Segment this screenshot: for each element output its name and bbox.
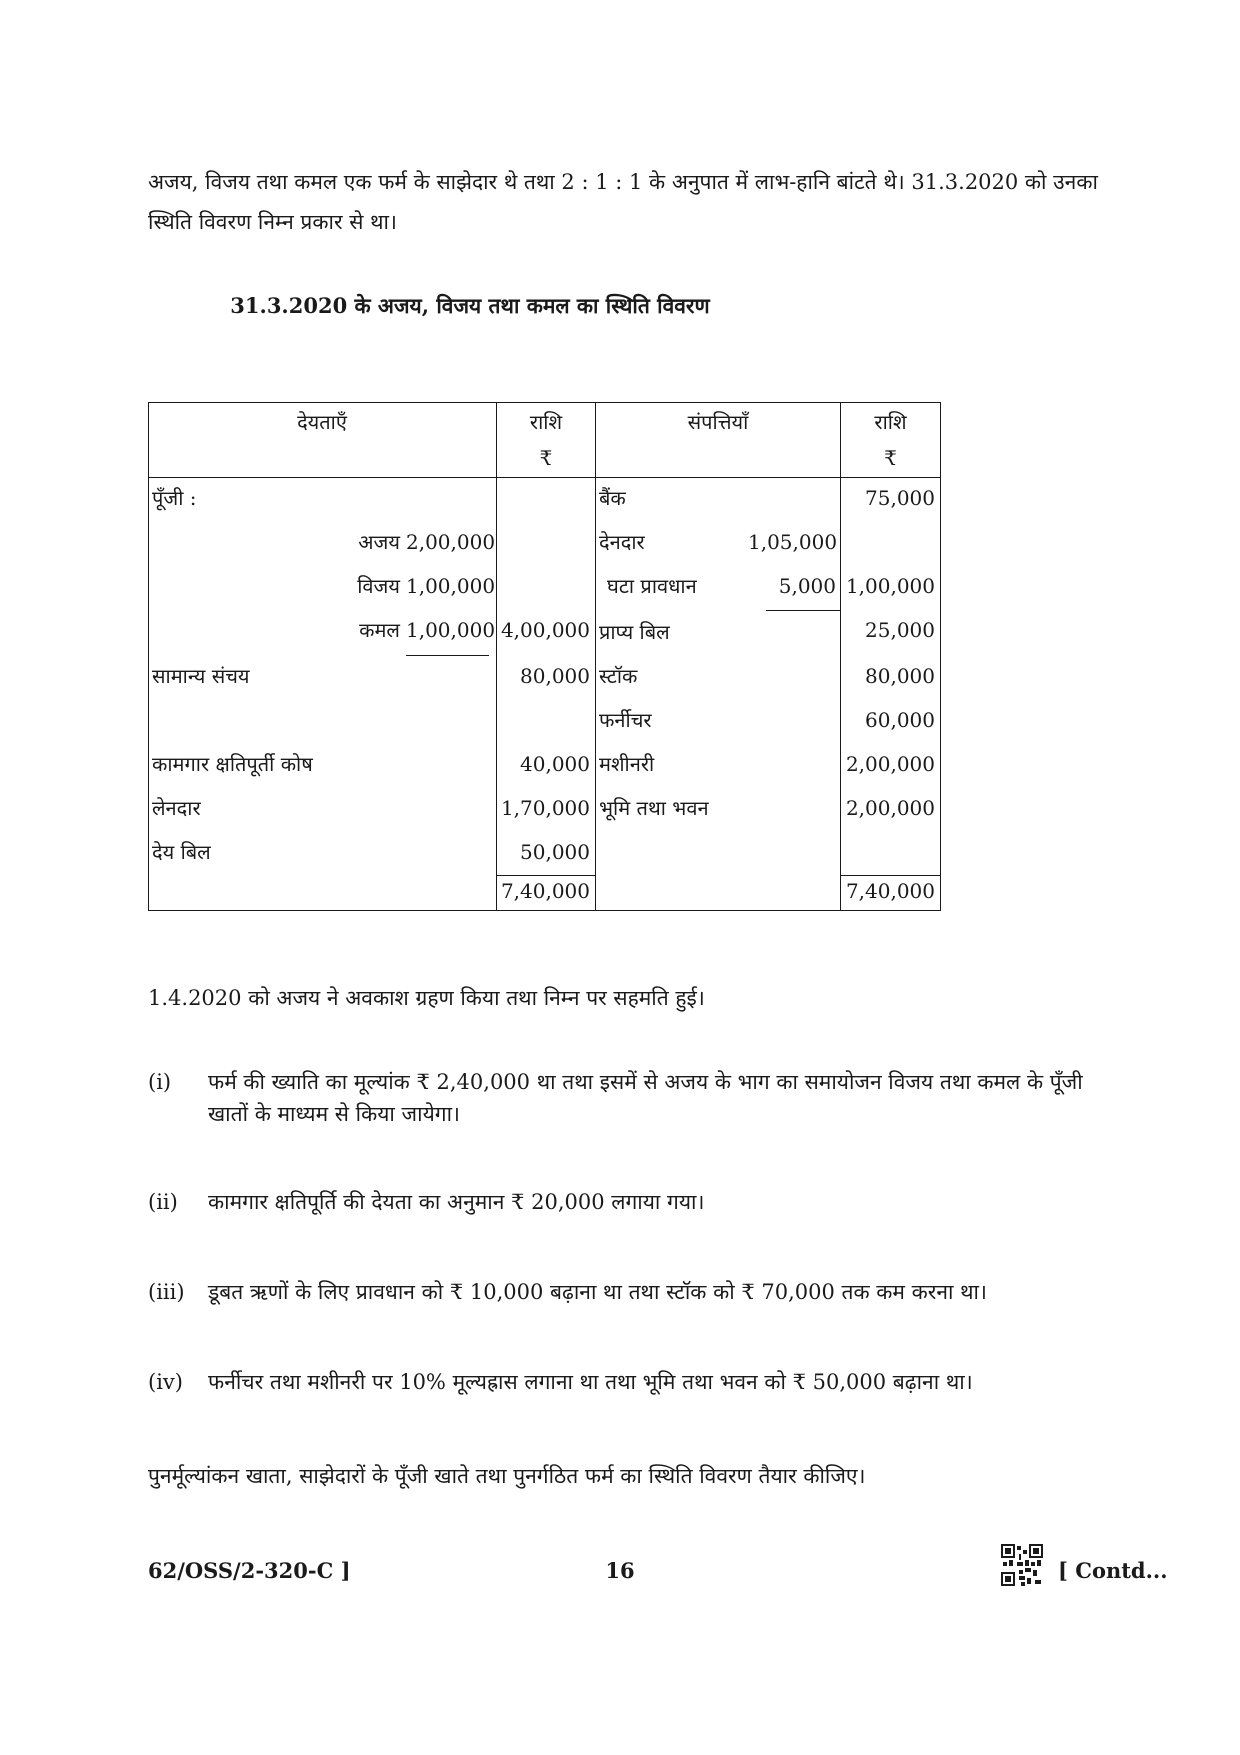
- ajay-capital: 2,00,000: [406, 530, 496, 554]
- instruction: पुनर्मूल्यांकन खाता, साझेदारों के पूँजी खाते तथा पुनर्गठित फर्म का स्थिति विवरण तैयार कीजिए।: [148, 1464, 866, 1488]
- paper-code: 62/OSS/2-320-C ]: [148, 1558, 351, 1583]
- bills-receivable-amount: 25,000: [865, 618, 935, 642]
- creditors-amount: 1,70,000: [500, 796, 590, 820]
- kamal-label: कमल: [359, 618, 400, 642]
- list-item: [148, 1186, 1108, 1222]
- creditors-label: लेनदार: [152, 796, 201, 820]
- kamal-capital: 1,00,000: [406, 618, 496, 642]
- bills-payable-label: देय बिल: [152, 840, 211, 864]
- item-number: (ii): [148, 1190, 178, 1214]
- retirement-line: 1.4.2020 को अजय ने अवकाश ग्रहण किया तथा निम्न पर सहमति हुई।: [148, 986, 705, 1010]
- list-item: [148, 1366, 1108, 1402]
- header-rupee-right: ₹: [884, 446, 897, 470]
- vijay-capital: 1,00,000: [406, 574, 496, 598]
- provision-label: घटा प्रावधान: [607, 574, 697, 598]
- list-item: [148, 1276, 1108, 1312]
- debtors-label: देनदार: [599, 530, 645, 554]
- stock-label: स्टॉक: [599, 664, 638, 688]
- furniture-amount: 60,000: [865, 708, 935, 732]
- header-amount-left: राशि: [529, 410, 563, 434]
- header-amount-right: राशि: [874, 410, 907, 434]
- general-reserve-amount: 80,000: [520, 664, 590, 688]
- liabilities-total: 7,40,000: [500, 879, 590, 903]
- item-text: डूबत ऋणों के लिए प्रावधान को ₹ 10,000 बढ़ाना था तथा स्टॉक को ₹ 70,000 तक कम करना था।: [208, 1280, 987, 1304]
- land-building-amount: 2,00,000: [845, 796, 935, 820]
- debtors-gross: 1,05,000: [748, 530, 838, 554]
- item-number: (iv): [148, 1370, 183, 1394]
- capital-label: पूँजी :: [152, 486, 197, 510]
- capital-total: 4,00,000: [500, 618, 590, 642]
- intro-paragraph: अजय, विजय तथा कमल एक फर्म के साझेदार थे तथा 2 : 1 : 1 के अनुपात में लाभ-हानि बांटते थे। 31.3.2020 को उनका स्थिति विवरण निम्न प्रकार से था।: [148, 170, 1098, 234]
- bank-label: बैंक: [599, 486, 626, 510]
- machinery-amount: 2,00,000: [845, 752, 935, 776]
- item-text: कामगार क्षतिपूर्ति की देयता का अनुमान ₹ 20,000 लगाया गया।: [208, 1190, 705, 1214]
- general-reserve-label: सामान्य संचय: [152, 664, 250, 688]
- page-number: 16: [605, 1558, 635, 1583]
- furniture-label: फर्नीचर: [599, 708, 652, 732]
- item-text: फर्नीचर तथा मशीनरी पर 10% मूल्यह्रास लगाना था तथा भूमि तथा भवन को ₹ 50,000 बढ़ाना था।: [208, 1370, 973, 1394]
- list-item: [148, 1066, 1108, 1136]
- item-text: फर्म की ख्याति का मूल्यांक ₹ 2,40,000 था तथा इसमें से अजय के भाग का समायोजन विजय तथा कमल के पूँजी खातों के माध्यम से किया जायेगा।: [208, 1070, 1083, 1126]
- wcf-amount: 40,000: [520, 752, 590, 776]
- balance-sheet-table: [148, 402, 941, 911]
- wcf-label: कामगार क्षतिपूर्ती कोष: [152, 752, 313, 776]
- land-building-label: भूमि तथा भवन: [599, 796, 709, 820]
- qr-code-icon: [1001, 1544, 1043, 1586]
- item-number: (iii): [148, 1280, 185, 1304]
- machinery-label: मशीनरी: [599, 752, 655, 776]
- bills-payable-amount: 50,000: [520, 840, 590, 864]
- stock-amount: 80,000: [865, 664, 935, 688]
- bank-amount: 75,000: [865, 486, 935, 510]
- assets-total: 7,40,000: [845, 879, 935, 903]
- balance-sheet-title: 31.3.2020 के अजय, विजय तथा कमल का स्थिति विवरण: [230, 293, 710, 318]
- bills-receivable-label: प्राप्य बिल: [599, 620, 670, 644]
- continued-label: [ Contd...: [1058, 1558, 1168, 1583]
- ajay-label: अजय: [358, 530, 400, 554]
- header-liabilities: देयताएँ: [297, 410, 347, 434]
- net-debtors-amount: 1,00,000: [845, 574, 935, 598]
- header-rupee-left: ₹: [539, 446, 553, 470]
- header-assets: संपत्तियाँ: [687, 410, 749, 434]
- provision-amount: 5,000: [778, 574, 836, 598]
- item-number: (i): [148, 1070, 172, 1094]
- vijay-label: विजय: [357, 574, 400, 598]
